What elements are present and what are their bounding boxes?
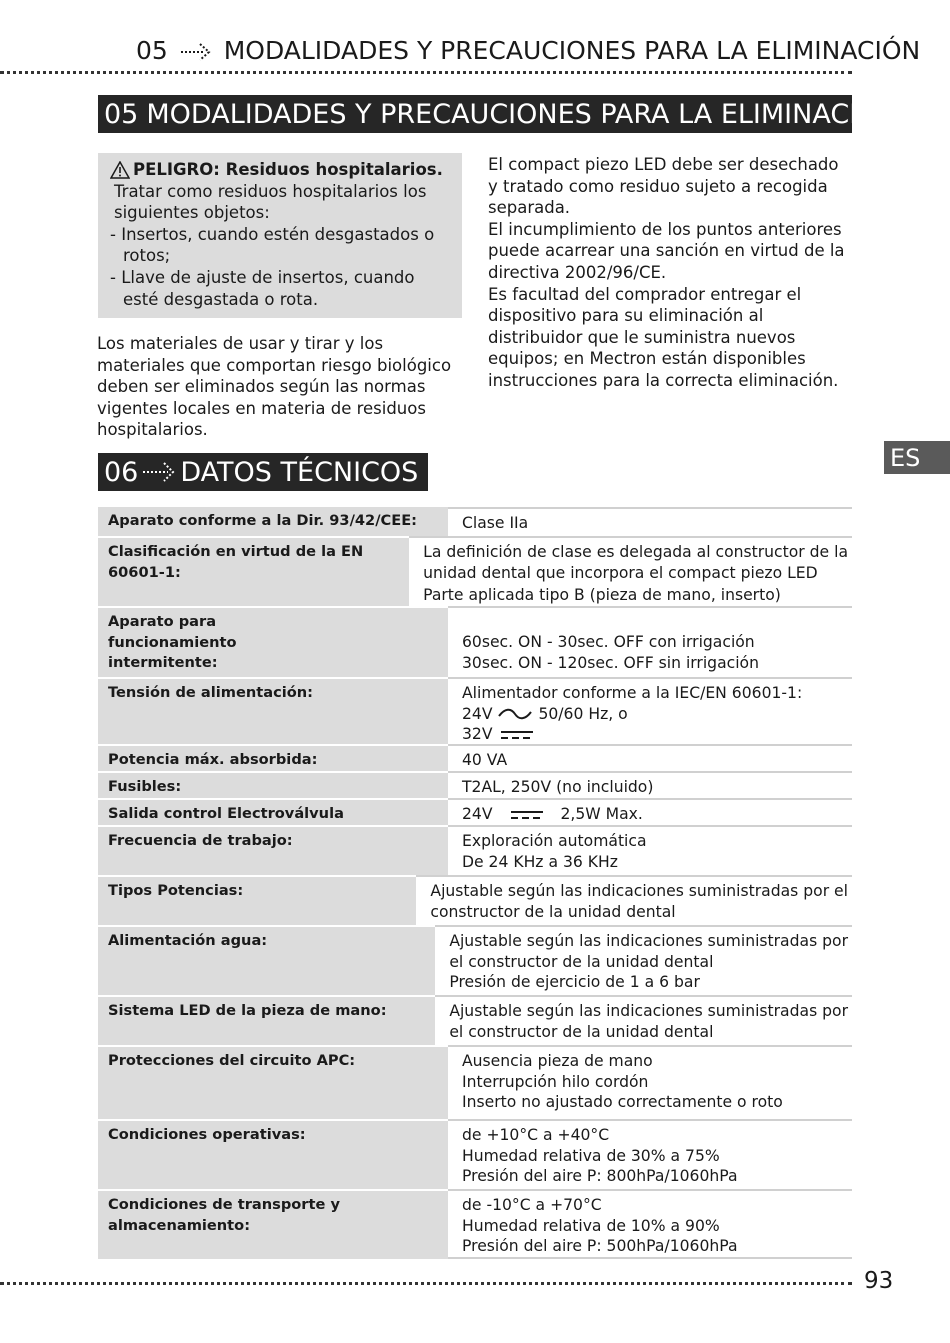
spec-label: Fusibles: [98,771,448,798]
alternating-current-icon [497,707,533,721]
list-item: - Llave de ajuste de insertos, cuando esté desgastada o rota. [110,267,415,309]
table-row [98,536,852,606]
spec-value-line: de +10°C a +40°C [462,1126,610,1144]
technical-data-table [98,507,852,1259]
spec-value-line: 30sec. ON - 120sec. OFF sin irrigación [462,653,759,672]
table-row [98,606,852,677]
spec-value [435,995,852,1045]
spec-value-line: de -10°C a +70°C [462,1196,602,1214]
table-row [98,995,852,1045]
spec-value-line: Alimentador conforme a la IEC/EN 60601-1: [462,684,803,702]
frequency-text: 50/60 Hz, o [538,704,628,723]
spec-label: Tensión de alimentación: [98,677,448,744]
spec-value-line: el constructor de la unidad dental [449,952,714,971]
section-06-title: DATOS TÉCNICOS [180,456,419,488]
spec-label: Condiciones de transporte y almacenamiento: [98,1189,448,1259]
table-row [98,875,852,925]
spec-label: Aparato para funcionamiento intermitente: [98,606,448,677]
power-rating: 2,5W Max. [560,805,643,823]
spec-value-line: Presión del aire P: 800hPa/1060hPa [462,1167,738,1185]
table-row [98,1045,852,1119]
voltage-24v: 24V [462,704,493,723]
spec-value-line: Presión del aire P: 500hPa/1060hPa [462,1237,738,1255]
spec-label: Alimentación agua: [98,925,435,995]
spec-value-line [462,804,848,825]
paragraph: El compact piezo LED debe ser desechado y tratado como residuo sujeto a recogida separada. [488,155,839,218]
table-row [98,507,852,536]
spec-label: Frecuencia de trabajo: [98,825,448,875]
spec-value [448,606,852,677]
warning-title: PELIGRO: Residuos hospitalarios. [133,160,443,179]
spec-value-line: La definición de clase es delegada al constructor de la [423,543,848,561]
spec-value-line: el constructor de la unidad dental [449,1022,714,1041]
spec-value-line: Ausencia pieza de mano [462,1052,653,1070]
voltage-24v: 24V [462,805,493,823]
language-tab: ES [884,441,950,474]
spec-value [448,1119,852,1189]
spec-value-line: unidad dental que incorpora el compact piezo LED [423,563,818,582]
section-06-number: 06 [104,456,139,488]
spec-value-line: T2AL, 250V (no incluido) [462,778,654,796]
warning-intro: Tratar como residuos hospitalarios los siguientes objetos: [114,181,427,223]
spec-value-line: Interrupción hilo cordón [462,1072,649,1091]
spec-value-line: Humedad relativa de 30% a 75% [462,1146,720,1165]
spec-value-line: Parte aplicada tipo B (pieza de mano, inserto) [423,586,781,604]
spec-label: Condiciones operativas: [98,1119,448,1189]
disposal-right-column [488,154,850,392]
spec-label: Salida control Electroválvula [98,798,448,825]
spec-value-line: Ajustable según las indicaciones suministradas por [449,932,848,950]
spec-value-line: De 24 KHz a 36 KHz [462,852,618,871]
spec-value-line [462,724,848,745]
spec-value [435,925,852,995]
spec-value-line: constructor de la unidad dental [430,902,676,921]
warning-box [98,153,462,318]
spec-value [448,1189,852,1259]
spec-value-line: Clase IIa [462,514,529,532]
dotted-arrow-icon [142,461,176,483]
spec-value [409,536,852,606]
paragraph: El incumplimiento de los puntos anteriores puede acarrear una sanción en virtud de la directiva 2002/96/CE. [488,219,845,282]
section-05-heading [98,95,899,133]
table-row [98,825,852,875]
header-divider [0,71,852,74]
direct-current-icon [497,728,535,742]
spec-value [448,798,852,825]
paragraph: Es facultad del comprador entregar el dispositivo para su eliminación al distribuidor que le suministra nuevos equipos; en Mectron están disponibles instrucciones para la correcta eliminación. [488,284,839,390]
spec-value [448,744,852,771]
spec-value-line: Inserto no ajustado correctamente o roto [462,1093,783,1111]
running-header [136,36,920,65]
running-header-number: 05 [136,36,168,65]
table-row [98,1189,852,1259]
spec-value [448,771,852,798]
warning-title-row [110,159,452,181]
section-05-number: 05 [104,98,139,130]
spec-value [448,1045,852,1119]
spec-label: Clasificación en virtud de la EN 60601-1: [98,536,409,606]
spec-value-line: 60sec. ON - 30sec. OFF con irrigación [462,633,755,651]
dotted-arrow-icon [180,42,212,62]
spec-value [448,507,852,536]
warning-icon [110,161,130,179]
spec-value-line [462,704,848,725]
section-06-heading [98,453,428,491]
spec-value-line: 40 VA [462,751,508,769]
list-item: - Insertos, cuando estén desgastados o rotos; [110,224,435,266]
spec-value [448,825,852,875]
spec-label: Potencia máx. absorbida: [98,744,448,771]
section-05-title: MODALIDADES Y PRECAUCIONES PARA LA ELIMINACIÓN [146,98,899,130]
spec-value-line: Exploración automática [462,832,647,850]
page-number: 93 [864,1268,894,1294]
footer-divider [0,1282,852,1285]
spec-label: Tipos Potencias: [98,875,416,925]
spec-value-line: Humedad relativa de 10% a 90% [462,1216,720,1235]
spec-label: Protecciones del circuito APC: [98,1045,448,1119]
warning-list [110,224,452,310]
voltage-32v: 32V [462,725,493,743]
direct-current-icon [501,808,551,822]
table-row [98,925,852,995]
table-row [98,677,852,744]
spec-value-line: Ajustable según las indicaciones suministradas por [449,1002,848,1020]
spec-value-line: Ajustable según las indicaciones suministradas por el [430,882,848,900]
spec-value-line: Presión de ejercicio de 1 a 6 bar [449,973,700,991]
running-header-title: MODALIDADES Y PRECAUCIONES PARA LA ELIMINACIÓN [223,36,921,65]
spec-label: Aparato conforme a la Dir. 93/42/CEE: [98,507,448,536]
table-row [98,744,852,771]
table-row [98,771,852,798]
spec-value [448,677,852,744]
disposal-materials-paragraph: Los materiales de usar y tirar y los materiales que comportan riesgo biológico deben ser eliminados según las normas vigentes locales en materia de residuos hospitalarios. [97,334,452,440]
spec-label: Sistema LED de la pieza de mano: [98,995,435,1045]
table-row [98,798,852,825]
table-row [98,1119,852,1189]
spec-value [416,875,852,925]
